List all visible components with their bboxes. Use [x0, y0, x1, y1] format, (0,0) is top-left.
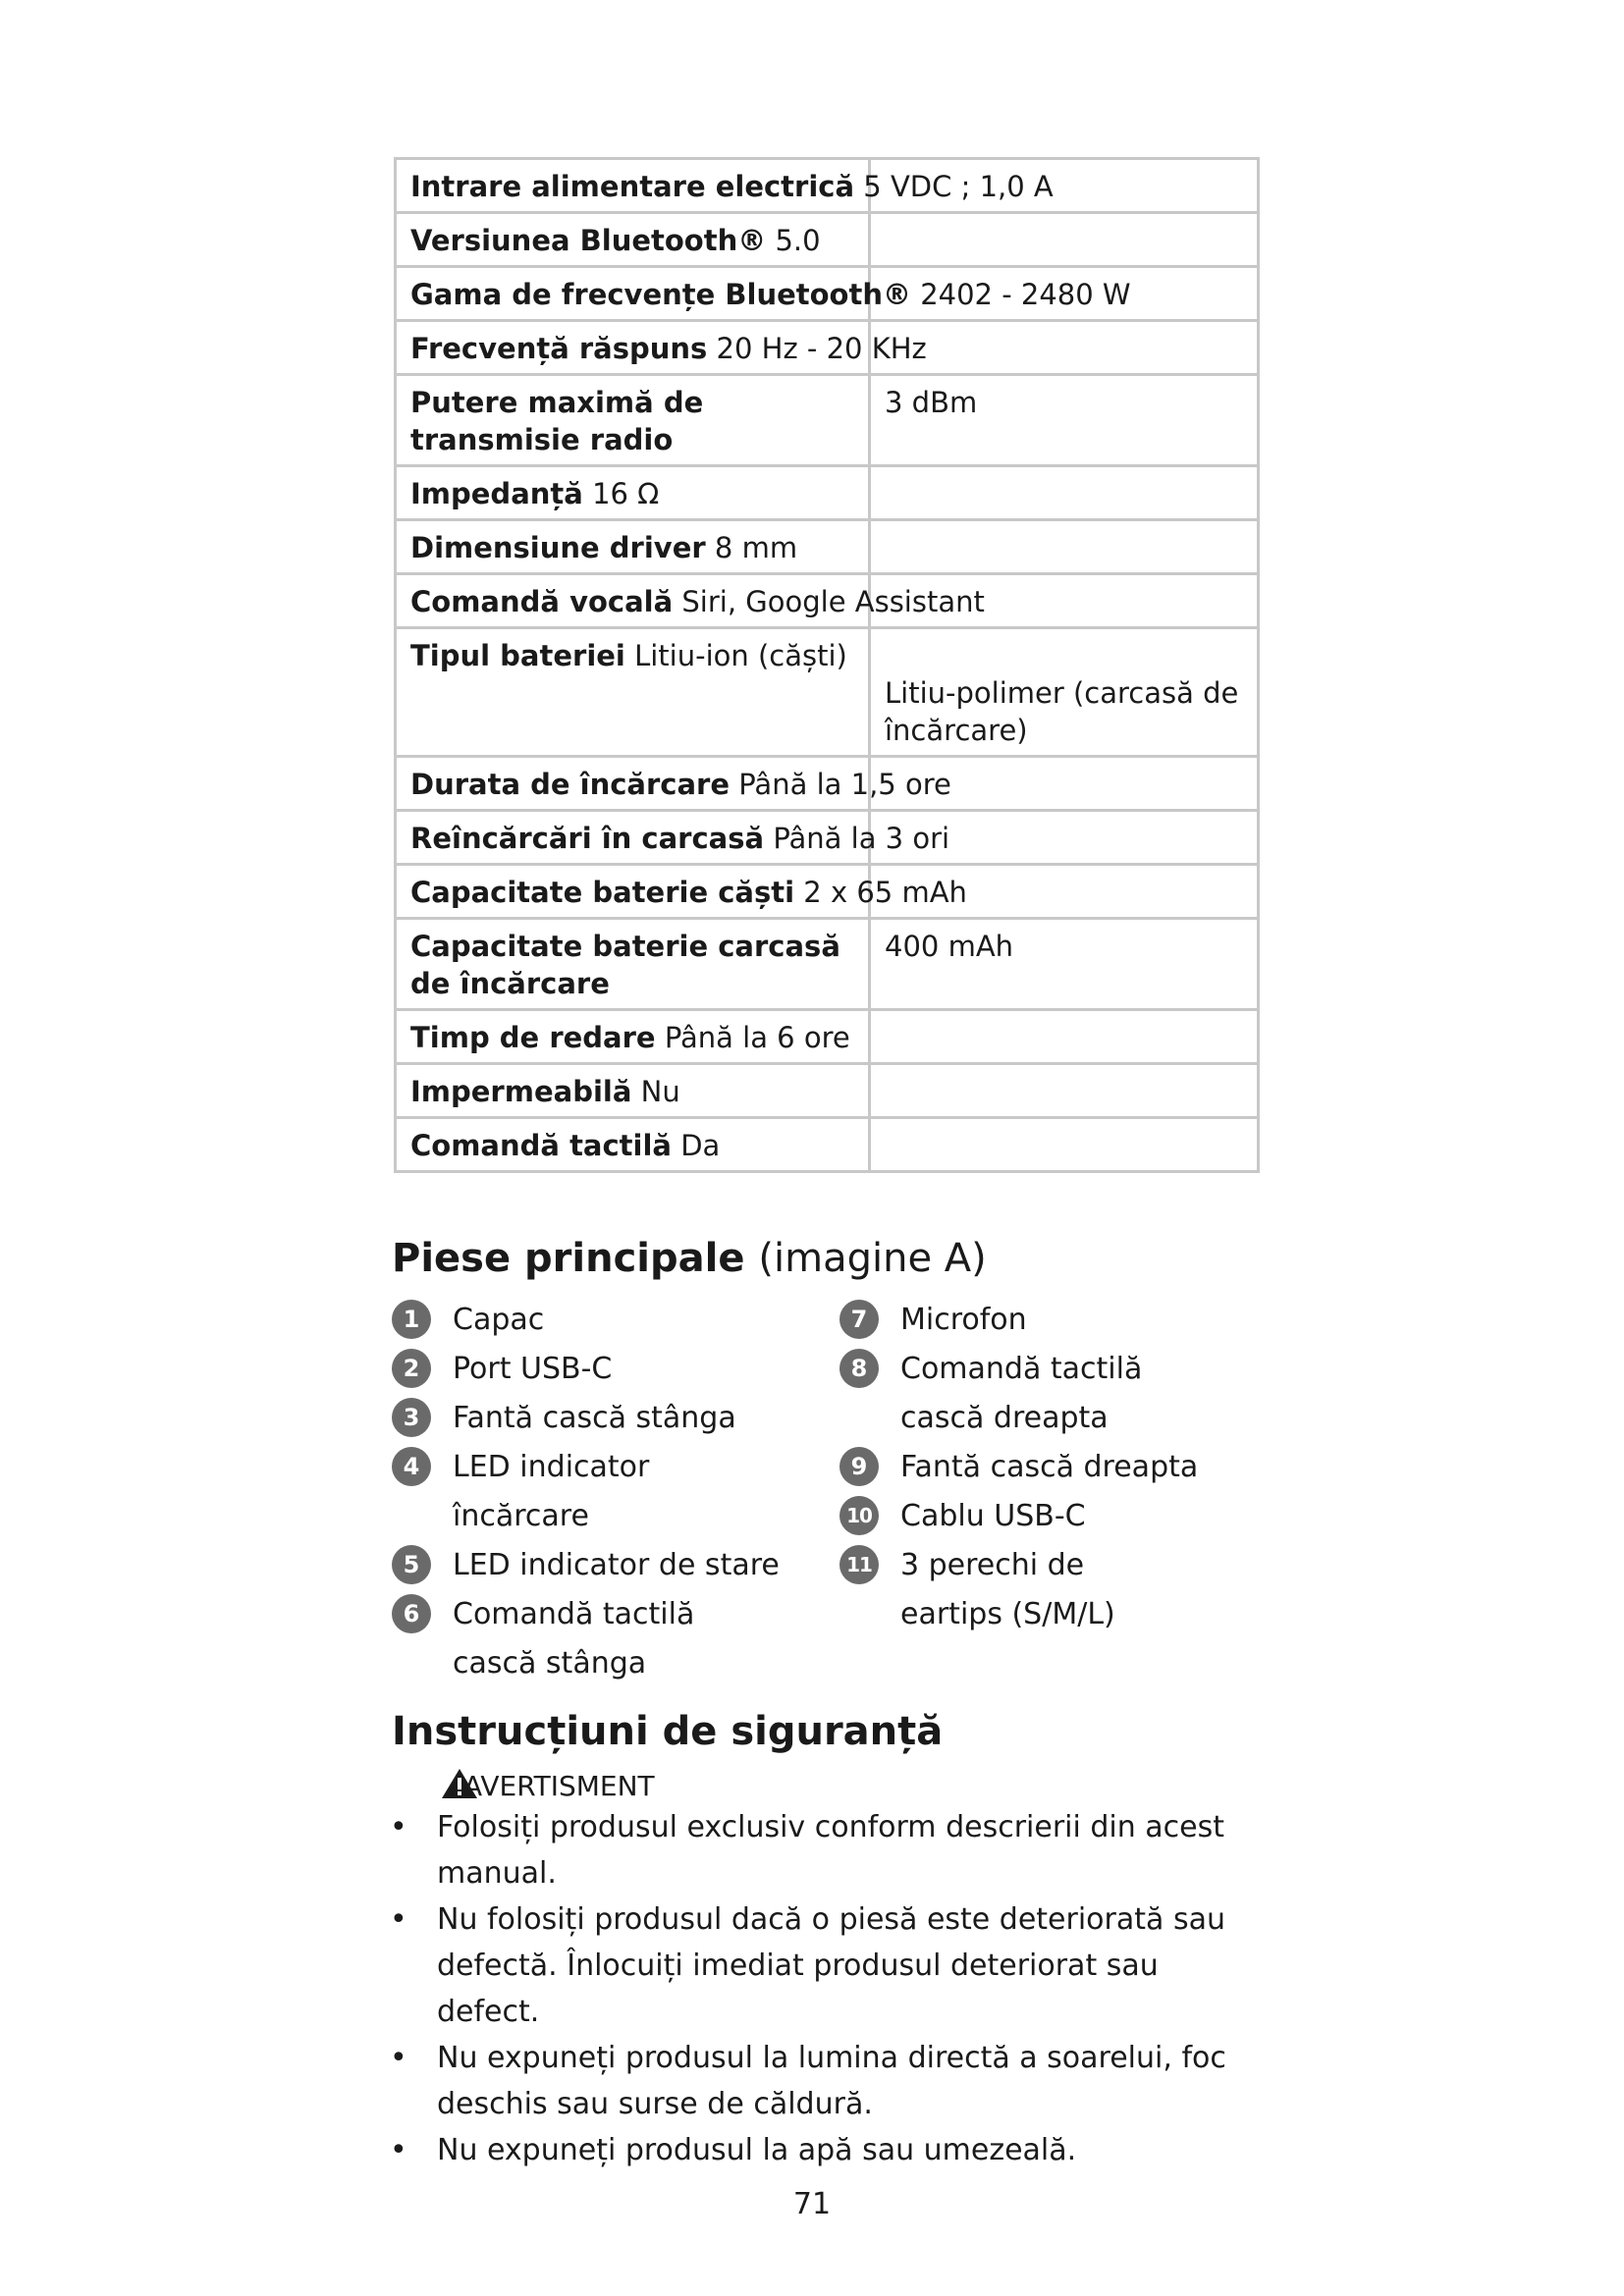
parts-heading-rest: (imagine A): [758, 1236, 987, 1281]
spec-cell: [396, 1064, 870, 1118]
spec-row: [396, 919, 1259, 1010]
parts-heading: [392, 1233, 987, 1284]
spec-cell: [870, 919, 1259, 1010]
safety-list: [390, 1804, 1234, 2173]
list-item: • Folosiți produsul exclusiv conform descrierii din acest manual.: [390, 1810, 1225, 1891]
warning-line: [440, 1767, 655, 1806]
spec-label: Frecvență răspuns: [410, 332, 708, 365]
spec-cell: [870, 1064, 1259, 1118]
spec-label: Dimensiune driver: [410, 531, 706, 564]
part-label: Cablu USB-C: [900, 1499, 1086, 1533]
spec-cell: [396, 865, 967, 919]
part-label: LED indicator de stare: [453, 1548, 780, 1582]
part-number-badge: 1: [392, 1300, 431, 1339]
spec-cell: [870, 466, 1259, 520]
spec-row: [396, 1118, 1259, 1172]
spec-label: Durata de încărcare: [410, 768, 731, 801]
part-number-badge: 2: [392, 1349, 431, 1388]
list-item: [392, 1296, 785, 1345]
part-label: Comandă tactilă cască dreapta: [900, 1352, 1143, 1435]
part-label: Microfon: [900, 1303, 1027, 1337]
spec-value: Până la 6 ore: [664, 1021, 850, 1054]
list-item: [392, 1394, 785, 1443]
spec-label: Comandă vocală: [410, 585, 674, 618]
warning-label: AVERTISMENT: [463, 1770, 655, 1802]
spec-cell: [396, 267, 1131, 321]
spec-cell: [396, 628, 870, 757]
safety-text: Nu expuneți produsul la lumina directă a soarelui, foc deschis sau surse de căldură.: [437, 2041, 1226, 2121]
list-item: [392, 1443, 785, 1541]
spec-cell: [870, 1118, 1259, 1172]
spec-value: 8 mm: [714, 531, 798, 564]
part-label: 3 perechi de eartips (S/M/L): [900, 1548, 1115, 1631]
part-number-badge: 9: [839, 1447, 879, 1486]
spec-cell: [396, 1010, 870, 1064]
spec-label: Capacitate baterie căști: [410, 876, 795, 909]
spec-cell: [396, 466, 870, 520]
spec-row: [396, 159, 1259, 213]
spec-cell: [870, 520, 1259, 574]
spec-value: 16 Ω: [592, 477, 660, 510]
parts-heading-bold: Piese principale: [392, 1236, 745, 1281]
spec-row: [396, 811, 1259, 865]
part-label: LED indicator încărcare: [453, 1450, 650, 1533]
spec-cell: [396, 1118, 870, 1172]
spec-value: Până la 1,5 ore: [738, 768, 951, 801]
spec-label: Impedanță: [410, 477, 583, 510]
spec-table: [394, 157, 1260, 1173]
spec-row: [396, 1010, 1259, 1064]
part-number-badge: 4: [392, 1447, 431, 1486]
spec-row: [396, 213, 1259, 267]
list-item: [392, 1590, 767, 1688]
part-number-badge: 3: [392, 1398, 431, 1437]
spec-cell: [870, 375, 1259, 466]
spec-cell: [396, 213, 870, 267]
spec-cell: [396, 919, 870, 1010]
spec-value: 3 dBm: [885, 386, 978, 419]
spec-cell: [870, 213, 1259, 267]
spec-label: Intrare alimentare electrică: [410, 170, 855, 203]
spec-row: [396, 757, 1259, 811]
spec-value: 2402 - 2480 W: [920, 278, 1131, 311]
parts-list-left: [392, 1296, 785, 1688]
spec-cell: [870, 1010, 1259, 1064]
part-number-badge: 11: [839, 1545, 879, 1584]
part-number-badge: 10: [839, 1496, 879, 1535]
parts-list-right: [839, 1296, 1252, 1639]
spec-label: Versiunea Bluetooth®: [410, 224, 767, 257]
part-label: Port USB-C: [453, 1352, 613, 1386]
spec-cell: [396, 811, 950, 865]
spec-row: [396, 574, 1259, 628]
list-item: [392, 1345, 785, 1394]
list-item: [839, 1345, 1215, 1443]
list-item: • Nu expuneți produsul la lumina directă a soarelui, foc deschis sau surse de căldură.: [390, 2041, 1226, 2121]
spec-row: [396, 321, 1259, 375]
spec-row: [396, 1064, 1259, 1118]
part-label: Comandă tactilă cască stânga: [453, 1597, 695, 1681]
spec-value: Siri, Google Assistant: [681, 585, 985, 618]
safety-text: Nu folosiți produsul dacă o piesă este deteriorată sau defectă. Înlocuiți imediat produsul deteriorat sau defect.: [437, 1902, 1225, 2029]
spec-value: 400 mAh: [885, 930, 1014, 963]
spec-value: 5 VDC ; 1,0 A: [863, 170, 1054, 203]
part-number-badge: 6: [392, 1594, 431, 1633]
spec-cell: [396, 757, 951, 811]
safety-heading-text: Instrucțiuni de siguranță: [392, 1709, 944, 1754]
spec-cell: [396, 375, 870, 466]
spec-row: [396, 628, 1259, 757]
spec-label: Reîncărcări în carcasă: [410, 822, 765, 855]
spec-value: 2 x 65 mAh: [803, 876, 967, 909]
spec-value: 20 Hz - 20 KHz: [716, 332, 927, 365]
spec-row: [396, 375, 1259, 466]
spec-cell: [870, 628, 1259, 757]
spec-row: [396, 267, 1259, 321]
safety-heading: [392, 1706, 943, 1757]
list-item: [839, 1492, 1252, 1541]
spec-value: Litiu-polimer (carcasă de încărcare): [885, 676, 1239, 747]
part-number-badge: 8: [839, 1349, 879, 1388]
page-number: 71: [792, 2187, 832, 2221]
spec-cell: [396, 574, 985, 628]
spec-label: Gama de frecvențe Bluetooth®: [410, 278, 911, 311]
spec-row: [396, 520, 1259, 574]
spec-label: Timp de redare: [410, 1021, 656, 1054]
spec-value: Până la 3 ori: [773, 822, 950, 855]
spec-cell: [396, 321, 927, 375]
spec-value: Litiu-ion (căști): [634, 639, 847, 672]
list-item: [839, 1296, 1252, 1345]
list-item: • Nu folosiți produsul dacă o piesă este deteriorată sau defectă. Înlocuiți imediat produsul deteriorat sau defect.: [390, 1902, 1225, 2029]
spec-cell: [870, 321, 1259, 375]
spec-cell: [396, 520, 870, 574]
spec-label: Putere maximă de transmisie radio: [410, 386, 704, 456]
safety-text: Folosiți produsul exclusiv conform descrierii din acest manual.: [437, 1810, 1225, 1891]
spec-cell: [396, 159, 1054, 213]
part-label: Fantă cască stânga: [453, 1401, 736, 1435]
spec-label: Capacitate baterie carcasă de încărcare: [410, 930, 840, 1000]
part-label: Fantă cască dreapta: [900, 1450, 1199, 1484]
spec-value: Nu: [640, 1075, 680, 1108]
safety-text: Nu expuneți produsul la apă sau umezeală.: [437, 2133, 1077, 2167]
part-number-badge: 5: [392, 1545, 431, 1584]
spec-label: Tipul bateriei: [410, 639, 625, 672]
spec-row: [396, 865, 1259, 919]
list-item: [392, 1541, 785, 1590]
spec-value: 5.0: [775, 224, 821, 257]
part-label: Capac: [453, 1303, 545, 1337]
list-item: • Nu expuneți produsul la apă sau umezeală.: [390, 2133, 1077, 2167]
list-item: [839, 1541, 1195, 1639]
spec-value: Da: [680, 1129, 721, 1162]
spec-label: Impermeabilă: [410, 1075, 632, 1108]
spec-row: [396, 466, 1259, 520]
part-number-badge: 7: [839, 1300, 879, 1339]
list-item: [839, 1443, 1252, 1492]
spec-label: Comandă tactilă: [410, 1129, 672, 1162]
